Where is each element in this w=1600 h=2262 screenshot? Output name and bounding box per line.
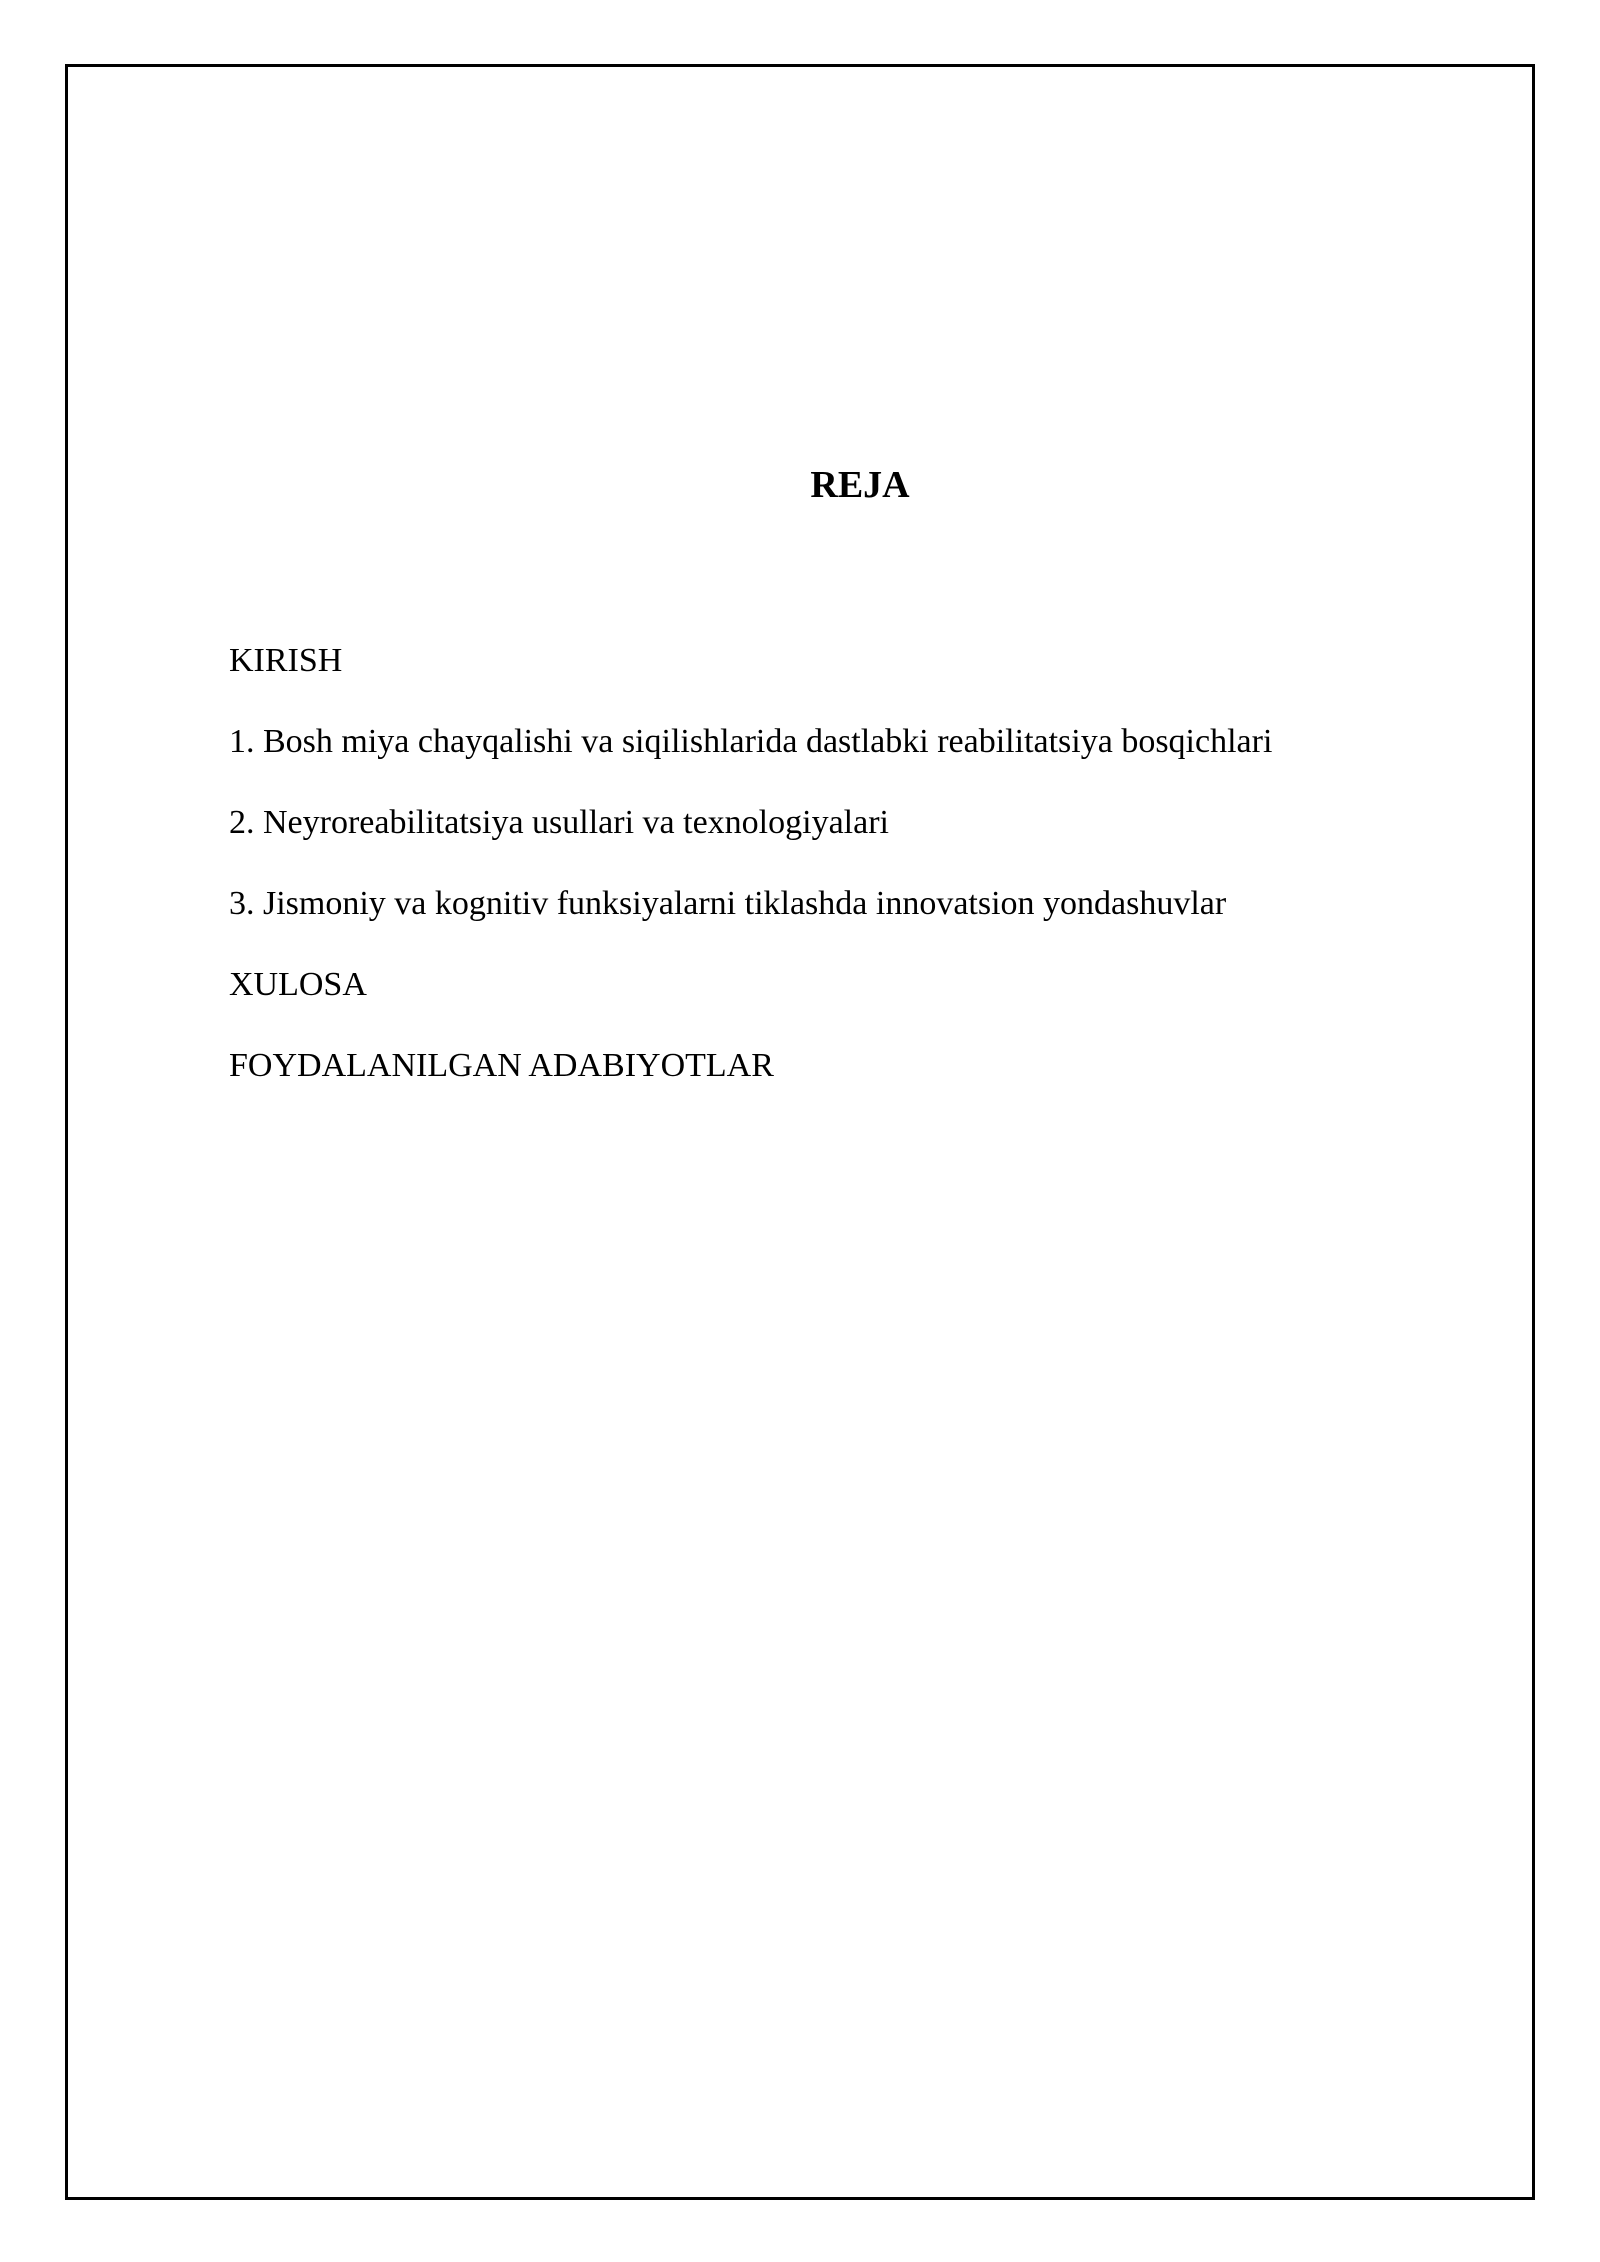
table-of-contents [229,640,1272,1126]
toc-item-references: FOYDALANILGAN ADABIYOTLAR [229,1047,774,1084]
page-title: REJA [810,464,910,506]
toc-item-section-3: 3. Jismoniy va kognitiv funksiyalarni tiklashda innovatsion yondashuvlar [229,885,1227,922]
toc-item-section-2: 2. Neyroreabilitatsiya usullari va texnologiyalari [229,804,889,841]
toc-item-section-1: 1. Bosh miya chayqalishi va siqilishlarida dastlabki reabilitatsiya bosqichlari [229,723,1273,760]
page-border [65,64,1535,2200]
toc-item-introduction: KIRISH [229,642,343,679]
toc-item-conclusion: XULOSA [229,966,367,1003]
